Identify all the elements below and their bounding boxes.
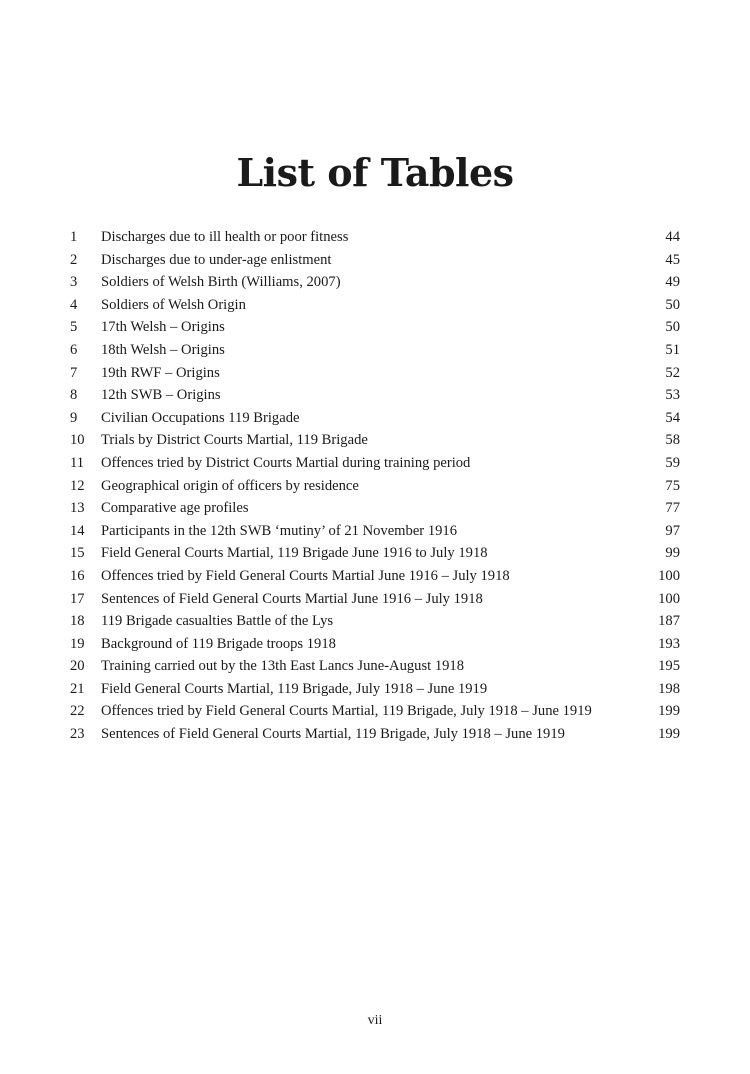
toc-entry — [70, 588, 680, 611]
table-page-number: 49 — [665, 274, 680, 291]
table-number: 10 — [70, 432, 85, 449]
table-number: 5 — [70, 319, 78, 336]
toc-entry — [70, 249, 680, 272]
table-title: Background of 119 Brigade troops 1918 — [101, 635, 336, 652]
toc-entry — [70, 475, 680, 498]
toc-entry — [70, 452, 680, 475]
table-page-number: 53 — [665, 387, 680, 404]
table-number: 8 — [70, 387, 78, 404]
table-number: 3 — [70, 274, 78, 291]
table-page-number: 51 — [665, 341, 680, 358]
table-title: Geographical origin of officers by residence — [101, 477, 359, 494]
table-number: 14 — [70, 522, 85, 539]
table-title: Offences tried by District Courts Martial during training period — [101, 454, 471, 471]
table-title: 19th RWF – Origins — [101, 364, 220, 381]
table-page-number: 59 — [665, 454, 680, 471]
table-page-number: 97 — [665, 522, 680, 539]
table-number: 4 — [70, 296, 78, 313]
table-title: Offences tried by Field General Courts Martial June 1916 – July 1918 — [101, 567, 510, 584]
table-page-number: 199 — [658, 703, 680, 720]
table-page-number: 52 — [665, 364, 680, 381]
table-page-number: 77 — [665, 500, 680, 517]
page-title: List of Tables — [236, 150, 514, 195]
table-number: 13 — [70, 500, 85, 517]
table-page-number: 54 — [665, 409, 680, 426]
toc-entry — [70, 633, 680, 656]
table-number: 19 — [70, 635, 85, 652]
toc-entry — [70, 678, 680, 701]
table-number: 18 — [70, 613, 85, 630]
table-page-number: 58 — [665, 432, 680, 449]
table-page-number: 100 — [658, 590, 680, 607]
toc-entry — [70, 271, 680, 294]
table-title: Participants in the 12th SWB ‘mutiny’ of 21 November 1916 — [101, 522, 458, 539]
list-of-tables — [70, 226, 680, 746]
table-number: 9 — [70, 409, 78, 426]
table-number: 15 — [70, 545, 85, 562]
table-title: Sentences of Field General Courts Martial June 1916 – July 1918 — [101, 590, 483, 607]
table-page-number: 50 — [665, 296, 680, 313]
table-title: Offences tried by Field General Courts Martial, 119 Brigade, July 1918 – June 1919 — [101, 703, 592, 720]
table-page-number: 195 — [658, 658, 680, 675]
table-number: 6 — [70, 341, 78, 358]
table-page-number: 193 — [658, 635, 680, 652]
toc-entry — [70, 384, 680, 407]
table-number: 16 — [70, 567, 85, 584]
table-title: Soldiers of Welsh Birth (Williams, 2007) — [101, 274, 341, 291]
table-number: 12 — [70, 477, 85, 494]
table-number: 7 — [70, 364, 78, 381]
table-title: 12th SWB – Origins — [101, 387, 221, 404]
toc-entry — [70, 294, 680, 317]
toc-entry — [70, 407, 680, 430]
toc-entry — [70, 429, 680, 452]
table-title: 17th Welsh – Origins — [101, 319, 225, 336]
table-title: Comparative age profiles — [101, 500, 249, 517]
table-title: Soldiers of Welsh Origin — [101, 296, 246, 313]
toc-entry — [70, 226, 680, 249]
toc-entry — [70, 610, 680, 633]
table-title: 119 Brigade casualties Battle of the Lys — [101, 613, 334, 630]
toc-entry — [70, 723, 680, 746]
table-page-number: 99 — [665, 545, 680, 562]
table-title: Discharges due to ill health or poor fitness — [101, 229, 349, 245]
table-number: 20 — [70, 658, 85, 675]
table-title: 18th Welsh – Origins — [101, 341, 225, 358]
table-title: Trials by District Courts Martial, 119 Brigade — [101, 432, 368, 449]
table-page-number: 187 — [658, 613, 680, 630]
toc-entry — [70, 316, 680, 339]
table-number: 11 — [70, 454, 85, 471]
toc-entry — [70, 520, 680, 543]
toc-entry — [70, 362, 680, 385]
table-title: Civilian Occupations 119 Brigade — [101, 409, 300, 426]
table-number: 2 — [70, 251, 78, 268]
toc-entry — [70, 565, 680, 588]
toc-entry — [70, 542, 680, 565]
table-title: Discharges due to under-age enlistment — [101, 251, 332, 268]
table-page-number: 75 — [665, 477, 680, 494]
table-page-number: 198 — [658, 680, 680, 697]
table-page-number: 45 — [665, 251, 680, 268]
table-number: 17 — [70, 590, 85, 607]
table-page-number: 44 — [665, 229, 680, 245]
table-title: Sentences of Field General Courts Martial, 119 Brigade, July 1918 – June 1919 — [101, 726, 565, 743]
table-page-number: 199 — [658, 726, 680, 743]
table-title: Field General Courts Martial, 119 Brigade, July 1918 – June 1919 — [101, 680, 488, 697]
table-title: Training carried out by the 13th East Lancs June-August 1918 — [101, 658, 465, 675]
table-number: 22 — [70, 703, 85, 720]
page-number: vii — [367, 1013, 383, 1028]
table-number: 21 — [70, 680, 85, 697]
table-page-number: 100 — [658, 567, 680, 584]
table-title: Field General Courts Martial, 119 Brigade June 1916 to July 1918 — [101, 545, 488, 562]
toc-entry — [70, 655, 680, 678]
toc-entry — [70, 700, 680, 723]
table-number: 23 — [70, 726, 85, 743]
toc-entry — [70, 339, 680, 362]
table-number: 1 — [70, 229, 78, 245]
table-page-number: 50 — [665, 319, 680, 336]
toc-entry — [70, 497, 680, 520]
